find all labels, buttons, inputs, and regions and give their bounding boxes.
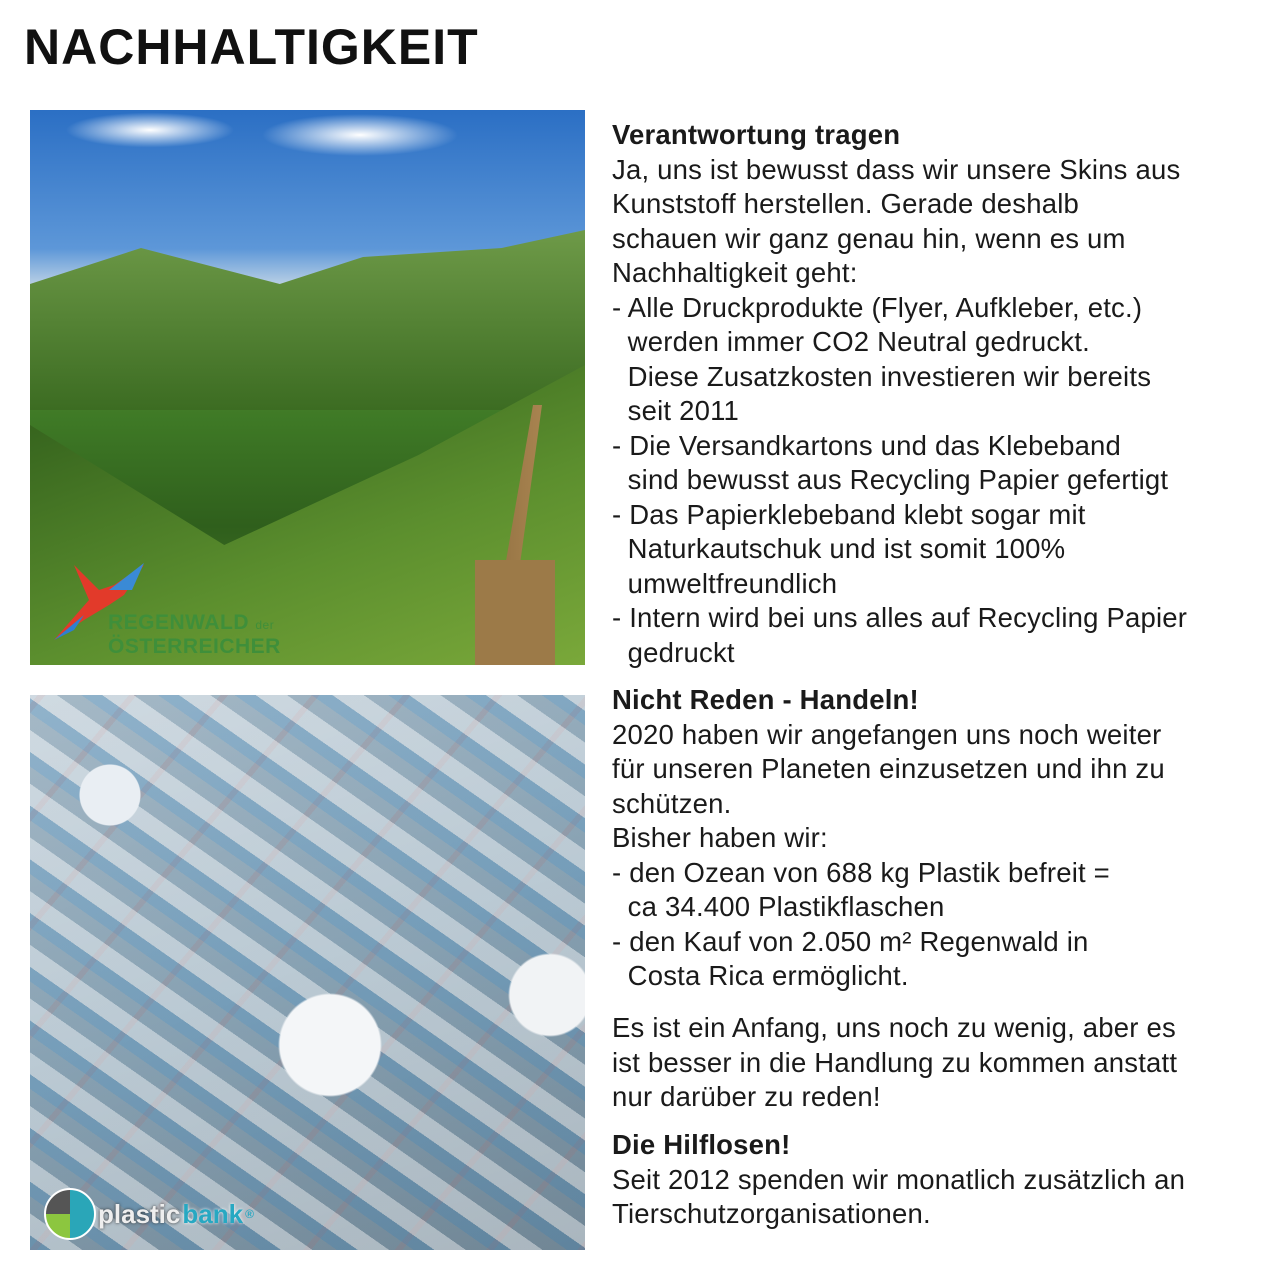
- text-line: 2020 haben wir angefangen uns noch weiter: [612, 718, 1162, 750]
- text-line: nur darüber zu reden!: [612, 1081, 881, 1112]
- wooden-post: [475, 560, 555, 665]
- section-conclusion: [612, 1011, 1280, 1115]
- plasticbank-logo: [44, 1188, 254, 1240]
- regenwald-logo: [108, 612, 281, 657]
- text-line: schauen wir ganz genau hin, wenn es um: [612, 222, 1126, 254]
- text-line: - den Kauf von 2.050 m² Regenwald in: [612, 925, 1089, 957]
- text-line: sind bewusst aus Recycling Papier gefertigt: [612, 464, 1169, 495]
- text-line: Bisher haben wir:: [612, 822, 828, 853]
- text-line: ist besser in die Handlung zu kommen anstatt: [612, 1046, 1178, 1078]
- text-line: werden immer CO2 Neutral gedruckt.: [612, 326, 1090, 357]
- text-line: - den Ozean von 688 kg Plastik befreit =: [612, 856, 1110, 888]
- text-line: umweltfreundlich: [612, 567, 838, 599]
- logo-text-line2: ÖSTERREICHER: [108, 635, 281, 658]
- text-line: Costa Rica ermöglicht.: [612, 960, 909, 991]
- text-line: Naturkautschuk und ist somit 100%: [612, 533, 1066, 564]
- logo-text-der: der: [255, 618, 275, 632]
- plasticbank-mark-icon: [44, 1188, 96, 1240]
- text-line: Nachhaltigkeit geht:: [612, 257, 858, 288]
- text-line: für unseren Planeten einzusetzen und ihn zu: [612, 753, 1165, 784]
- text-line: schützen.: [612, 787, 732, 819]
- text-line: Ja, uns ist bewusst dass wir unsere Skins aus: [612, 153, 1181, 185]
- section-action: [612, 683, 1280, 994]
- text-line: Es ist ein Anfang, uns noch zu wenig, aber es: [612, 1012, 1176, 1043]
- page-title: NACHHALTIGKEIT: [24, 19, 479, 75]
- text-line: - Intern wird bei uns alles auf Recycling Papier: [612, 602, 1188, 633]
- text-line: Kunststoff herstellen. Gerade deshalb: [612, 188, 1080, 219]
- logo-registered: ®: [245, 1207, 254, 1221]
- logo-text: REGENWALD: [108, 611, 249, 634]
- section-helpless: [612, 1128, 1280, 1232]
- section-responsibility: [612, 118, 1280, 670]
- mountain-ridge: [30, 230, 585, 410]
- text-line: - Die Versandkartons und das Klebeband: [612, 429, 1122, 461]
- rainforest-image: [30, 110, 585, 665]
- text-line: ca 34.400 Plastikflaschen: [612, 891, 945, 922]
- text-line: - Alle Druckprodukte (Flyer, Aufkleber, etc.): [612, 291, 1143, 323]
- text-line: seit 2011: [612, 395, 740, 426]
- logo-text-bank: bank: [182, 1198, 244, 1229]
- text-line: Tierschutzorganisationen.: [612, 1198, 931, 1229]
- section-heading: Die Hilflosen!: [612, 1129, 791, 1160]
- plastic-bottles-image: [30, 695, 585, 1250]
- text-line: Seit 2012 spenden wir monatlich zusätzlich an: [612, 1163, 1186, 1195]
- logo-text-plastic: plastic: [98, 1198, 181, 1229]
- section-heading: Verantwortung tragen: [612, 119, 901, 150]
- text-line: Diese Zusatzkosten investieren wir bereits: [612, 360, 1152, 392]
- text-line: gedruckt: [612, 636, 735, 668]
- section-heading: Nicht Reden - Handeln!: [612, 684, 919, 715]
- text-line: - Das Papierklebeband klebt sogar mit: [612, 498, 1086, 530]
